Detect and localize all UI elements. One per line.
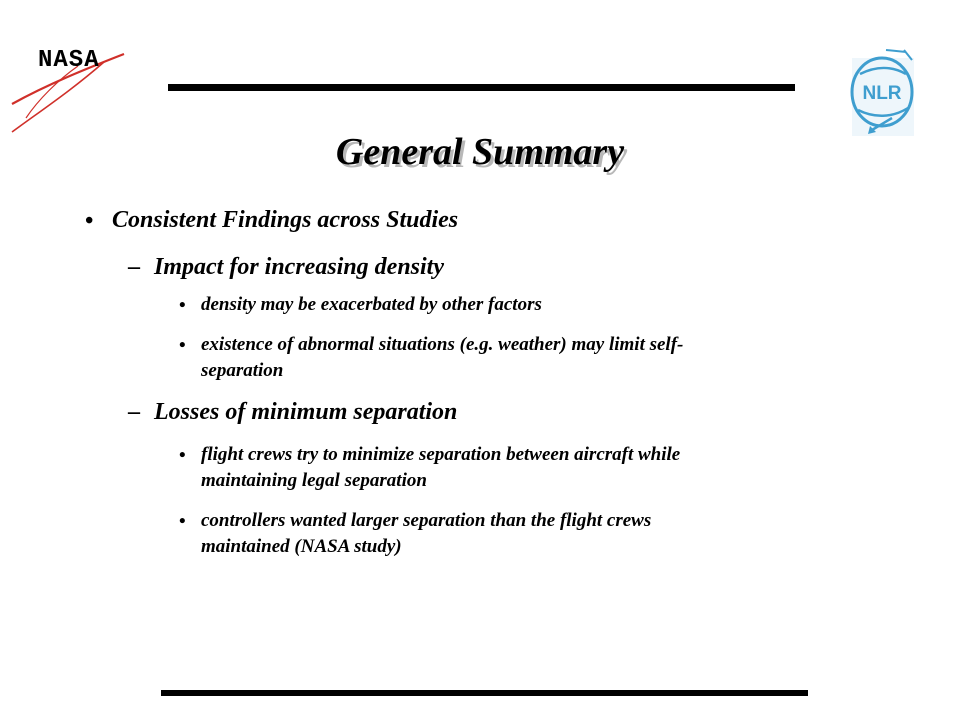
point-density-factors: density may be exacerbated by other factors <box>201 294 542 315</box>
bottom-divider <box>161 690 808 696</box>
subitem-impact-density: Impact for increasing density <box>154 254 445 280</box>
point-flight-crews-cont: maintaining legal separation <box>201 470 427 491</box>
point-controllers: controllers wanted larger separation than the flight crews <box>201 510 652 531</box>
bullet-level1: • <box>85 208 94 234</box>
bullet-level3: • <box>179 511 186 532</box>
slide-title: General Summary <box>335 131 625 173</box>
point-abnormal-situations-cont: separation <box>201 360 284 381</box>
bullet-level3: • <box>179 335 186 356</box>
point-abnormal-situations: existence of abnormal situations (e.g. weather) may limit self- <box>201 334 684 355</box>
point-flight-crews: flight crews try to minimize separation between aircraft while <box>201 444 681 465</box>
dash-level2: – <box>128 399 140 425</box>
dash-level2: – <box>128 254 140 280</box>
nasa-logo-text: NASA <box>38 47 100 74</box>
nlr-logo-text: NLR <box>862 83 902 104</box>
point-controllers-cont: maintained (NASA study) <box>201 536 402 557</box>
item-consistent-findings: Consistent Findings across Studies <box>112 207 459 233</box>
subitem-losses-separation: Losses of minimum separation <box>154 399 458 425</box>
bullet-level3: • <box>179 295 186 316</box>
bullet-level3: • <box>179 445 186 466</box>
